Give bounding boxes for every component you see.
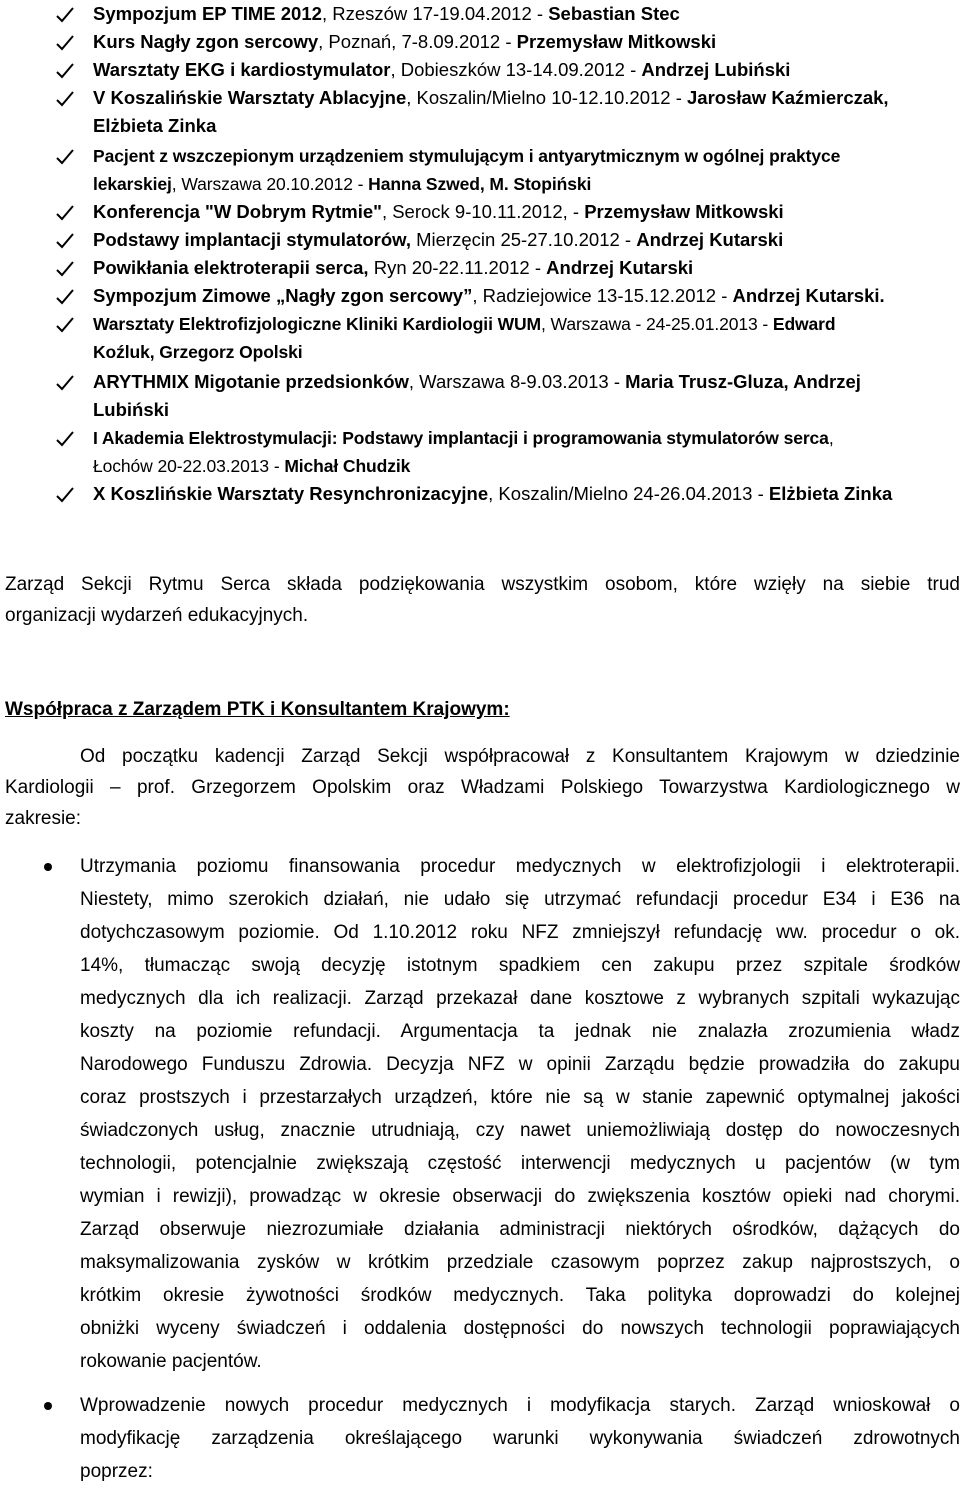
bullet-dot-icon [44, 863, 52, 871]
event-text: X Koszlińskie Warsztaty Resynchronizacyjne [93, 483, 489, 504]
event-text: Andrzej Lubiński [641, 59, 791, 80]
bullet-item [0, 850, 960, 1378]
event-line [93, 480, 960, 508]
checkmark-icon [55, 315, 75, 335]
bullet-line: koszty na poziomie refundacji. Argumentacja ta jednak nie znalazła zrozumienia władz [80, 1021, 960, 1042]
event-line [93, 142, 960, 170]
event-text: Przemysław Mitkowski [516, 31, 717, 52]
checkmark-icon [55, 5, 75, 25]
section-heading: Współpraca z Zarządem PTK i Konsultantem Krajowym: [5, 699, 510, 720]
event-text: , Rzeszów 17-19.04.2012 - [321, 3, 549, 24]
checkmark-icon [55, 147, 75, 167]
bullet-line: poprzez: [80, 1461, 153, 1482]
event-line [93, 198, 960, 226]
checkmark-icon [55, 89, 75, 109]
bullet-line: dotychczasowym poziomie. Od 1.10.2012 roku NFZ zmniejszył refundację ww. procedur o ok. [80, 922, 960, 943]
checkmark-icon [55, 485, 75, 505]
event-text: Przemysław Mitkowski [584, 201, 784, 222]
event-line [93, 282, 960, 310]
event-text: , Koszalin/Mielno 24-26.04.2013 - [488, 483, 769, 504]
event-item [0, 56, 960, 84]
event-text: Elżbieta Zinka [93, 115, 217, 136]
bullet-dot-icon [44, 1402, 52, 1410]
event-line [93, 396, 960, 424]
checkmark-icon [55, 287, 75, 307]
event-line [93, 0, 960, 28]
checkmark-icon [55, 203, 75, 223]
intro-line: zakresie: [5, 808, 82, 829]
intro-line: Od początku kadencji Zarząd Sekcji współpracował z Konsultantem Krajowym w dziedzinie [80, 746, 960, 767]
event-text: Jarosław Kaźmierczak, [687, 87, 889, 108]
event-text: Mierzęcin 25-27.10.2012 - [411, 229, 637, 250]
event-line [93, 368, 960, 396]
event-text: lekarskiej [93, 174, 172, 194]
bullet-line: świadczonych usług, znacznie utrudniają, czy nawet uniemożliwiają dostęp do nowoczesnych [80, 1120, 960, 1141]
event-line [93, 170, 960, 198]
event-item [0, 424, 960, 480]
event-text: Ryn 20-22.11.2012 - [368, 257, 547, 278]
checkmark-icon [55, 231, 75, 251]
event-text: Andrzej Kutarski [636, 229, 784, 250]
event-text: Warsztaty EKG i kardiostymulator [93, 59, 391, 80]
intro-line: Kardiologii – prof. Grzegorzem Opolskim oraz Władzami Polskiego Towarzystwa Kardiologicznego w [5, 777, 960, 798]
event-item [0, 310, 960, 366]
event-item [0, 480, 960, 508]
thanks-line: Zarząd Sekcji Rytmu Serca składa podziękowania wszystkim osobom, które wzięły na siebie trud [5, 574, 960, 595]
event-item [0, 254, 960, 282]
bullet-line: Wprowadzenie nowych procedur medycznych i modyfikacja starych. Zarząd wnioskował o [80, 1395, 960, 1416]
event-text: Edward [772, 314, 836, 334]
event-line [93, 56, 960, 84]
event-text: Konferencja "W Dobrym Rytmie" [93, 201, 382, 222]
event-text: Andrzej Kutarski [546, 257, 694, 278]
event-text: Kurs Nagły zgon sercowy [93, 31, 319, 52]
bullet-line: rokowanie pacjentów. [80, 1351, 262, 1372]
event-text: , Warszawa 20.10.2012 - [171, 174, 369, 194]
bullet-line: modyfikację zarządzenia określającego warunki wykonywania świadczeń zdrowotnych [80, 1428, 960, 1449]
event-line [93, 338, 960, 366]
event-item [0, 368, 960, 424]
checkmark-icon [55, 61, 75, 81]
event-text: , Serock 9-10.11.2012, - [381, 201, 585, 222]
event-text: , Koszalin/Mielno 10-12.10.2012 - [406, 87, 688, 108]
event-item [0, 84, 960, 140]
event-text: Sebastian Stec [548, 3, 680, 24]
checkmark-icon [55, 373, 75, 393]
bullet-line: medycznych dla ich realizacji. Zarząd przekazał dane kosztowe z wybranych szpitali wykazując [80, 988, 960, 1009]
event-line [93, 254, 960, 282]
event-text: , Warszawa - 24-25.01.2013 - [541, 314, 773, 334]
event-text: , Dobieszków 13-14.09.2012 - [390, 59, 642, 80]
bullet-line: krótkim okresie żywotności środków medycznych. Taka polityka doprowadzi do kolejnej [80, 1285, 960, 1306]
event-text: Lubiński [93, 399, 170, 420]
event-text: , [828, 428, 834, 448]
event-line [93, 112, 960, 140]
bullet-line: obniżki wyceny świadczeń i oddalenia dostępności do nowszych technologii poprawiających [80, 1318, 960, 1339]
checkmark-icon [55, 429, 75, 449]
thanks-paragraph [5, 569, 960, 631]
event-text: Koźluk, Grzegorz Opolski [93, 342, 303, 362]
event-text: Sympozjum Zimowe „Nagły zgon sercowy” [93, 285, 473, 306]
event-text: Maria Trusz-Gluza, Andrzej [625, 371, 861, 392]
event-text: Warsztaty Elektrofizjologiczne Kliniki Kardiologii WUM [93, 314, 542, 334]
bullet-line: 14%, tłumacząc swoją decyzję istotnym spadkiem cen zakupu przez szpitale środków [80, 955, 960, 976]
event-text: , Warszawa 8-9.03.2013 - [408, 371, 626, 392]
event-item [0, 28, 960, 56]
event-item [0, 226, 960, 254]
checkmark-icon [55, 33, 75, 53]
thanks-line: organizacji wydarzeń edukacyjnych. [5, 605, 309, 626]
bullet-line: Niestety, mimo szerokich działań, nie udało się utrzymać refundacji procedur E34 i E36 na [80, 889, 960, 910]
bullet-line: technologii, potencjalnie zwiększają częstość interwencji medycznych u pacjentów (w tym [80, 1153, 960, 1174]
event-text: I Akademia Elektrostymulacji: Podstawy implantacji i programowania stymulatorów serca [93, 428, 829, 448]
event-item [0, 0, 960, 28]
event-text: Podstawy implantacji stymulatorów, [93, 229, 411, 250]
event-item [0, 282, 960, 310]
bullet-line: Zarząd obserwuje niezrozumiałe działania administracji niektórych ośrodków, dążących do [80, 1219, 960, 1240]
bullet-line: wymian i rewizji), prowadząc w okresie obserwacji do zwiększenia kosztów opieki nad chorymi. [80, 1186, 960, 1207]
event-text: V Koszalińskie Warsztaty Ablacyjne [93, 87, 407, 108]
event-text: , Poznań, 7-8.09.2012 - [318, 31, 517, 52]
event-line [93, 452, 960, 480]
event-line [93, 28, 960, 56]
event-item [0, 142, 960, 198]
event-text: , Radziejowice 13-15.12.2012 - [472, 285, 733, 306]
intro-paragraph [5, 741, 960, 834]
event-text: Pacjent z wszczepionym urządzeniem stymulującym i antyarytmicznym w ogólnej praktyce [93, 146, 841, 166]
bullet-line: Utrzymania poziomu finansowania procedur medycznych w elektrofizjologii i elektroterapii. [80, 856, 960, 877]
event-text: Michał Chudzik [284, 456, 411, 476]
bullet-item [0, 1389, 960, 1488]
event-text: ARYTHMIX Migotanie przedsionków [93, 371, 409, 392]
event-text: Sympozjum EP TIME 2012 [93, 3, 322, 24]
event-line [93, 84, 960, 112]
event-text: Powikłania elektroterapii serca, [93, 257, 369, 278]
event-line [93, 226, 960, 254]
bullet-line: maksymalizowania zysków w krótkim przedziale czasowym poprzez zakup najprostszych, o [80, 1252, 960, 1273]
event-text: Elżbieta Zinka [768, 483, 893, 504]
event-item [0, 198, 960, 226]
event-text: Łochów 20-22.03.2013 - [93, 456, 285, 476]
bullet-line: Narodowego Funduszu Zdrowia. Decyzja NFZ w opinii Zarządu będzie prowadziła do zakupu [80, 1054, 960, 1075]
event-line [93, 310, 960, 338]
bullet-line: coraz prostszych i przestarzałych urządzeń, które nie są w stanie zapewnić optymalnej jakości [80, 1087, 960, 1108]
checkmark-icon [55, 259, 75, 279]
event-text: Andrzej Kutarski. [732, 285, 885, 306]
event-text: Hanna Szwed, M. Stopiński [368, 174, 592, 194]
event-line [93, 424, 960, 452]
